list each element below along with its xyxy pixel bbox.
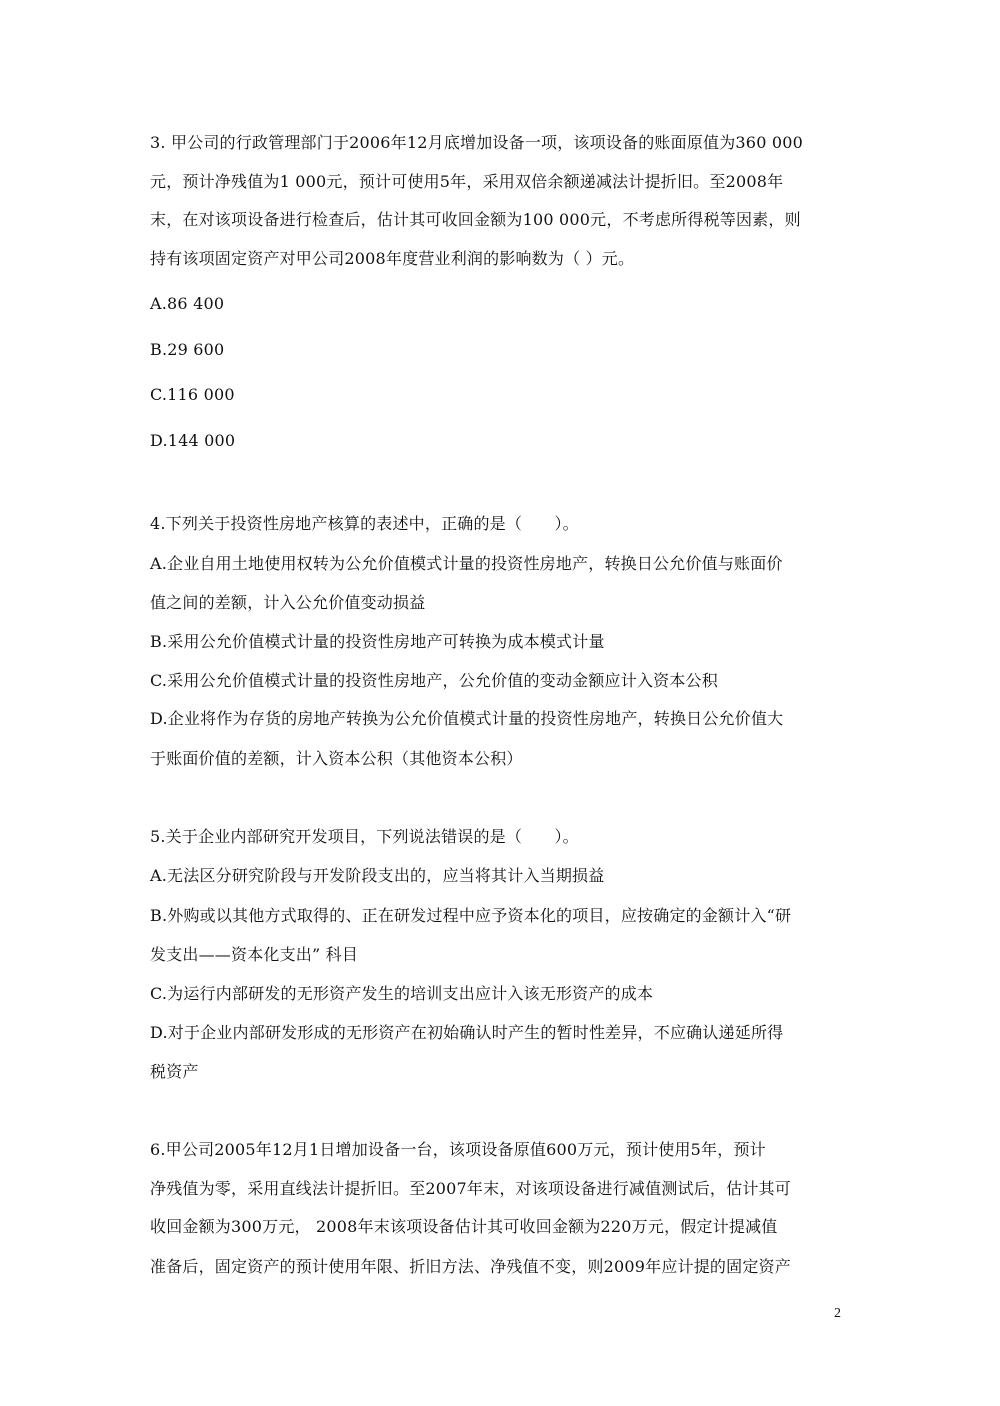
question-5-option-b-cont: 发支出——资本化支出” 科目 xyxy=(150,945,359,964)
question-6-line-2: 净残值为零，采用直线法计提折旧。至2007年末，对该项设备进行减值测试后，估计其可 xyxy=(150,1179,791,1198)
question-4-stem: 4.下列关于投资性房地产核算的表述中，正确的是（ ）。 xyxy=(150,514,579,533)
question-5-option-c: C.为运行内部研发的无形资产发生的培训支出应计入该无形资产的成本 xyxy=(150,984,654,1003)
question-3-line-1: 3. 甲公司的行政管理部门于2006年12月底增加设备一项，该项设备的账面原值为360 000 xyxy=(150,133,803,152)
question-4-option-a-cont: 值之间的差额，计入公允价值变动损益 xyxy=(150,593,426,612)
question-4-option-d-cont: 于账面价值的差额，计入资本公积（其他资本公积） xyxy=(150,749,523,768)
question-3-line-4: 持有该项固定资产对甲公司2008年度营业利润的影响数为（ ）元。 xyxy=(150,249,635,268)
question-4-option-d: D.企业将作为存货的房地产转换为公允价值模式计量的投资性房地产，转换日公允价值大 xyxy=(150,709,784,728)
page-number: 2 xyxy=(834,1306,841,1321)
question-5-option-d: D.对于企业内部研发形成的无形资产在初始确认时产生的暂时性差异，不应确认递延所得 xyxy=(150,1023,784,1042)
question-5-option-b: B.外购或以其他方式取得的、正在研发过程中应予资本化的项目，应按确定的金额计入“研 xyxy=(150,906,792,925)
question-4-option-a: A.企业自用土地使用权转为公允价值模式计量的投资性房地产，转换日公允价值与账面价 xyxy=(150,554,783,573)
question-5-stem: 5.关于企业内部研究开发项目，下列说法错误的是（ ）。 xyxy=(150,827,579,846)
question-4-option-b: B.采用公允价值模式计量的投资性房地产可转换为成本模式计量 xyxy=(150,632,605,651)
question-5-option-d-cont: 税资产 xyxy=(150,1062,199,1081)
question-3-line-2: 元，预计净残值为1 000元，预计可使用5年，采用双倍余额递减法计提折旧。至2008年 xyxy=(150,172,784,191)
question-6-line-4: 准备后，固定资产的预计使用年限、折旧方法、净残值不变，则2009年应计提的固定资产 xyxy=(150,1257,791,1276)
question-6-line-3: 收回金额为300万元， 2008年末该项设备估计其可收回金额为220万元，假定计提减值 xyxy=(150,1217,778,1236)
option-d: D.144 000 xyxy=(150,431,236,450)
question-3-line-3: 末，在对该项设备进行检查后，估计其可收回金额为100 000元，不考虑所得税等因素，则 xyxy=(150,210,801,229)
question-4-option-c: C.采用公允价值模式计量的投资性房地产，公允价值的变动金额应计入资本公积 xyxy=(150,671,718,690)
option-c: C.116 000 xyxy=(150,385,235,404)
option-b: B.29 600 xyxy=(150,340,225,359)
question-6-line-1: 6.甲公司2005年12月1日增加设备一台，该项设备原值600万元，预计使用5年，预计 xyxy=(150,1140,766,1159)
question-5-option-a: A.无法区分研究阶段与开发阶段支出的，应当将其计入当期损益 xyxy=(150,866,605,885)
option-a: A.86 400 xyxy=(150,294,225,313)
